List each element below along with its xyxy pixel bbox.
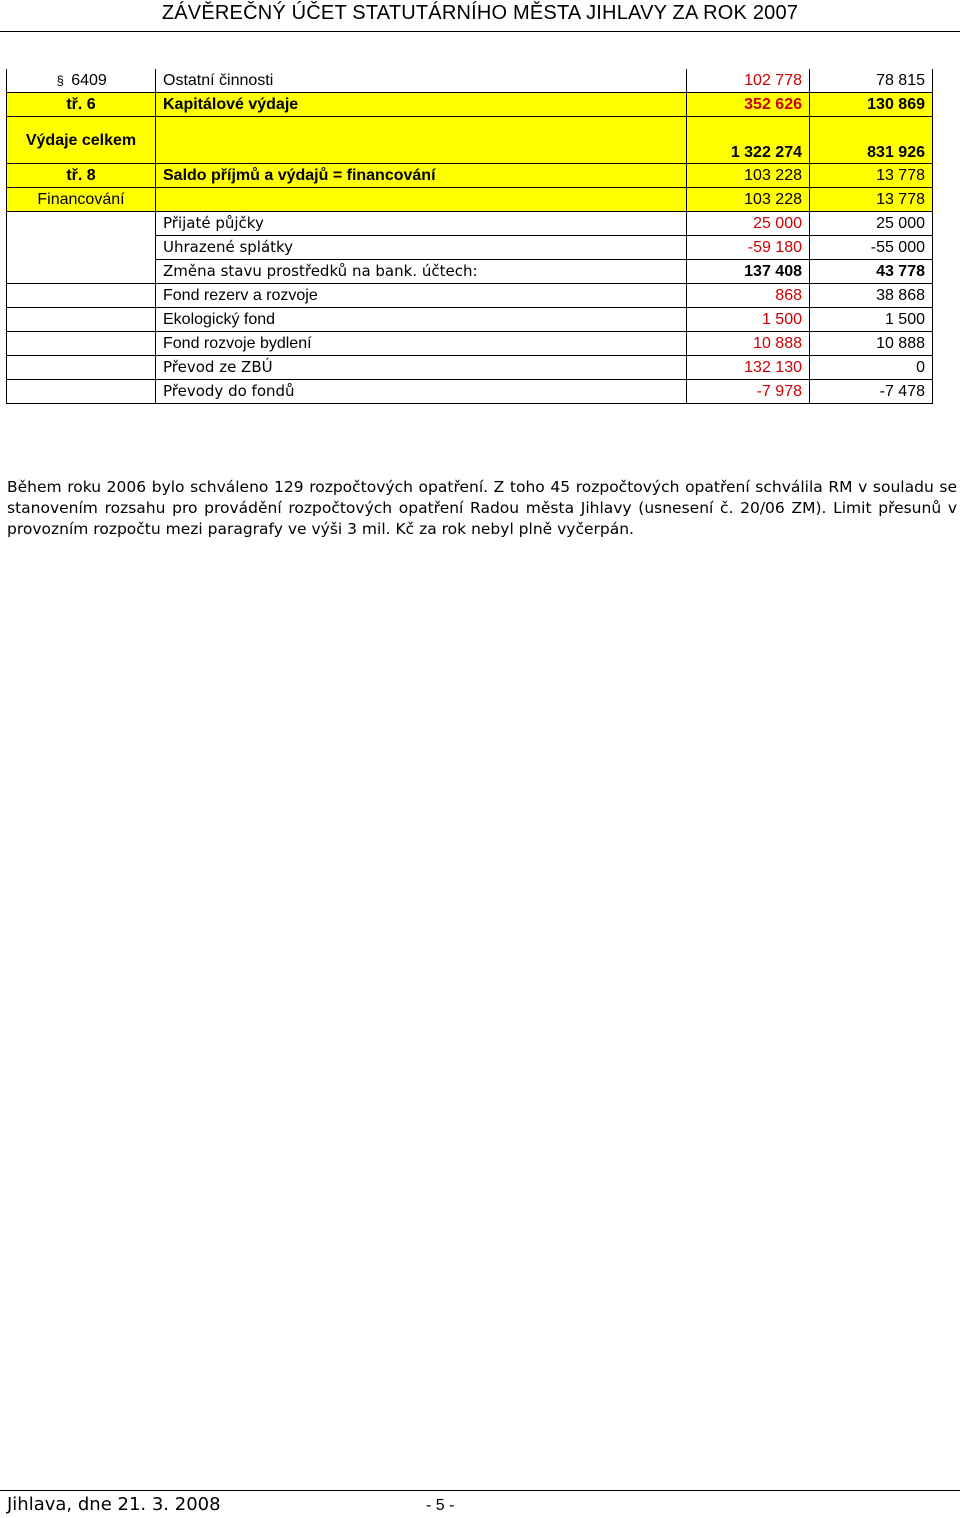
row-label: Fond rozvoje bydlení [156,332,687,356]
table-row [7,69,933,93]
row-value-2: 13 778 [810,188,933,212]
row-label [156,117,687,164]
row-value-1: 102 778 [687,69,810,93]
table-row [7,260,933,284]
row-label: Kapitálové výdaje [156,93,687,117]
row-value-1: 1 500 [687,308,810,332]
row-code [7,308,156,332]
row-value-1: 103 228 [687,164,810,188]
footer-divider [0,1490,960,1491]
table-row [7,236,933,260]
row-label: Přijaté půjčky [156,212,687,236]
row-value-2: -55 000 [810,236,933,260]
table-row [7,284,933,308]
row-code: Výdaje celkem [7,117,156,164]
row-label [156,188,687,212]
row-value-2: 10 888 [810,332,933,356]
row-code [7,356,156,380]
row-label: Saldo příjmů a výdajů = financování [156,164,687,188]
budget-table [6,69,933,404]
table-row [7,164,933,188]
row-value-1: 103 228 [687,188,810,212]
table-row [7,188,933,212]
footer-page-number: - 5 - [426,1497,455,1514]
row-value-1: 352 626 [687,93,810,117]
row-value-2: 78 815 [810,69,933,93]
row-value-2: 13 778 [810,164,933,188]
row-value-2: 25 000 [810,212,933,236]
table-row [7,212,933,236]
table-row [7,380,933,404]
row-code [7,260,156,284]
table-row [7,93,933,117]
row-code [7,212,156,236]
row-label: Změna stavu prostředků na bank. účtech: [156,260,687,284]
row-value-1: 1 322 274 [687,117,810,164]
table-row [7,117,933,164]
row-code: tř. 6 [7,93,156,117]
row-label: Ekologický fond [156,308,687,332]
table-row [7,356,933,380]
row-value-1: 868 [687,284,810,308]
row-label: Ostatní činnosti [156,69,687,93]
footer-place-date: Jihlava, dne 21. 3. 2008 [7,1494,221,1515]
row-label: Převod ze ZBÚ [156,356,687,380]
row-code-cell [7,69,156,93]
document-header-title: ZÁVĚREČNÝ ÚČET STATUTÁRNÍHO MĚSTA JIHLAVY ZA ROK 2007 [161,2,799,24]
row-value-2: 38 868 [810,284,933,308]
table-row [7,332,933,356]
row-code: tř. 8 [7,164,156,188]
row-value-1: 132 130 [687,356,810,380]
row-label: Uhrazené splátky [156,236,687,260]
row-value-2: -7 478 [810,380,933,404]
row-code: Financování [7,188,156,212]
row-code [7,380,156,404]
row-label: Fond rezerv a rozvoje [156,284,687,308]
row-code [7,284,156,308]
budget-note-paragraph: Během roku 2006 bylo schváleno 129 rozpočtových opatření. Z toho 45 rozpočtových opatření schválila RM v souladu se stanovením rozsahu pro provádění rozpočtových opatření Radou města Jihlavy (usnesení č. 20/06 ZM). Limit přesunů v provozním rozpočtu mezi paragrafy ve výši 3 mil. Kč za rok nebyl plně vyčerpán. [7,478,957,538]
row-code: 6409 [71,72,107,89]
row-value-1: -7 978 [687,380,810,404]
row-value-2: 130 869 [810,93,933,117]
row-value-1: 25 000 [687,212,810,236]
table-row [7,308,933,332]
header-divider [0,31,960,32]
row-value-2: 831 926 [810,117,933,164]
row-code [7,236,156,260]
row-value-2: 43 778 [810,260,933,284]
row-value-1: -59 180 [687,236,810,260]
row-value-2: 0 [810,356,933,380]
row-code [7,332,156,356]
row-value-2: 1 500 [810,308,933,332]
row-value-1: 137 408 [687,260,810,284]
row-value-1: 10 888 [687,332,810,356]
bullet-icon: § [56,73,64,88]
row-label: Převody do fondů [156,380,687,404]
